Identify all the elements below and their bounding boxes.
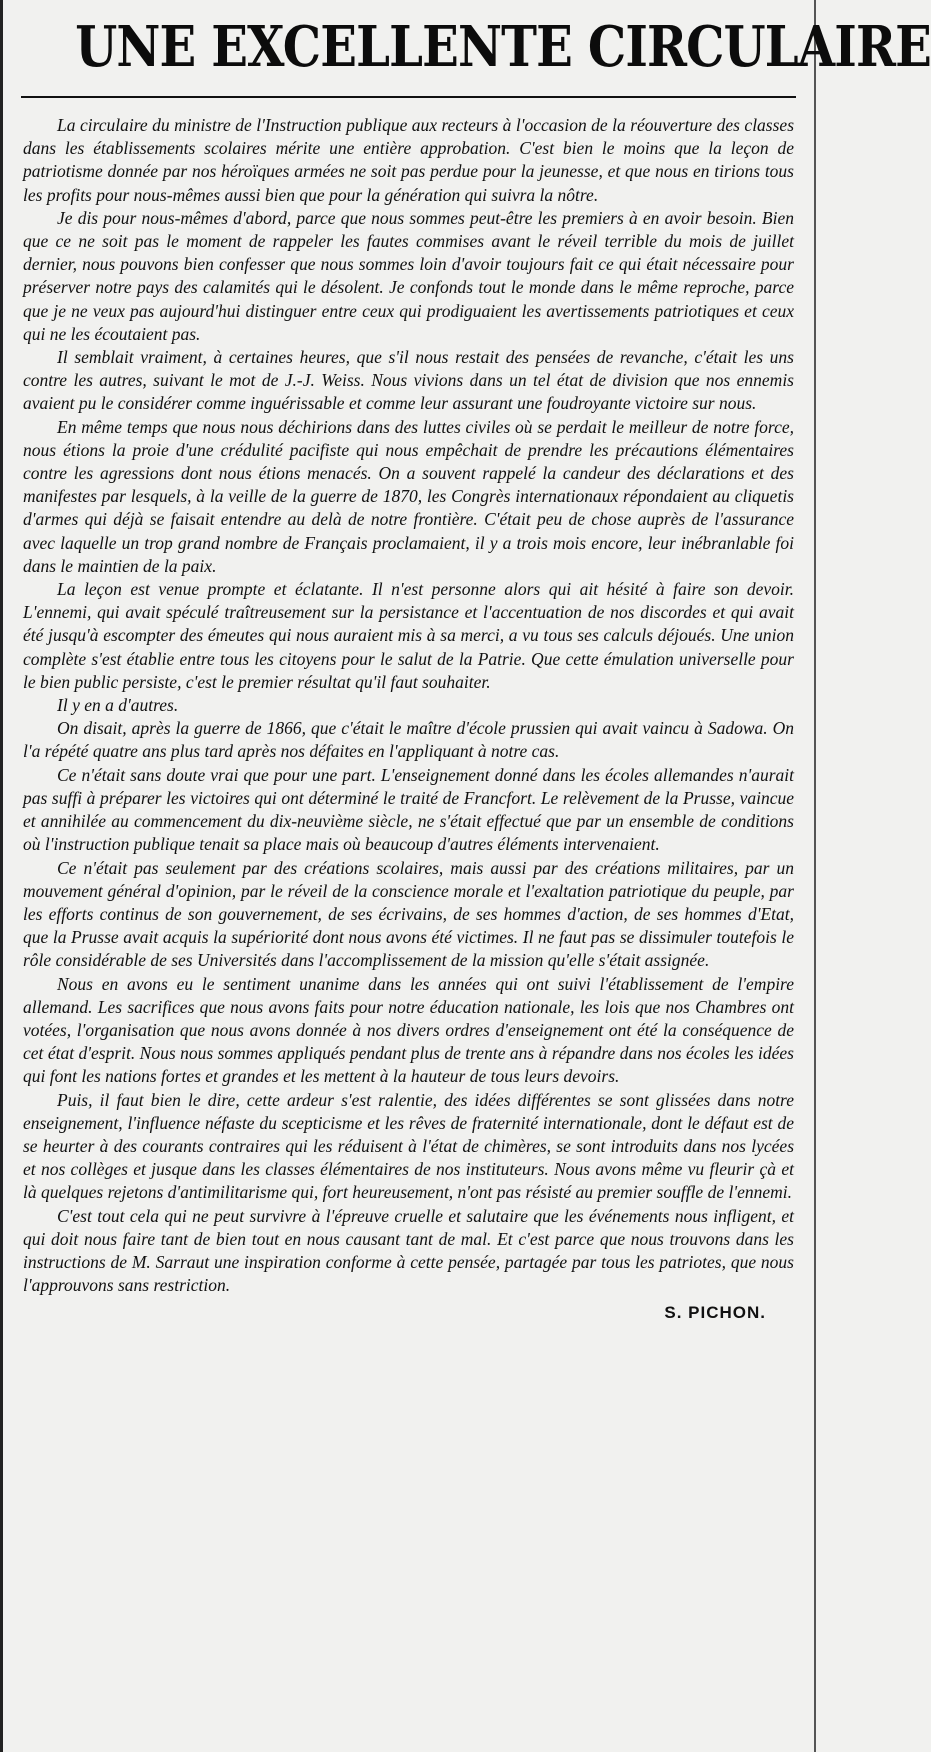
article-paragraph: Ce n'était pas seulement par des créations scolaires, mais aussi par des créations militaires, par un mouvement général d'opinion, par le réveil de la conscience morale et l'exaltation patriotique du peuple, par les efforts continus de son gouvernement, de ses écrivains, de ses hommes d'action, de ses hommes d'Etat, que la Prusse avait acquis la supériorité dont nous avons été victimes. Il ne faut pas se dissimuler toutefois le rôle considérable de ses Universités dans l'accomplissement de la mission qu'elle s'était assignée. bbox=[23, 857, 794, 971]
article-paragraph: La circulaire du ministre de l'Instruction publique aux recteurs à l'occasion de la réouverture des classes dans les établissements scolaires mérite une entière approbation. C'est bien le moins que la leçon de patriotisme donnée par nos héroïques armées ne soit pas perdue pour la jeunesse, et que nous en tirions tous les profits pour nous-mêmes aussi bien que pour la génération qui suivra la nôtre. bbox=[23, 115, 794, 205]
article-paragraph: Je dis pour nous-mêmes d'abord, parce que nous sommes peut-être les premiers à en avoir besoin. Bien que ce ne soit pas le moment de rappeler les fautes commises avant le réveil terrible du mois de juillet dernier, nous pouvons bien confesser que nous sommes loin d'avoir toujours fait ce qui était nécessaire pour préserver notre pays des calamités qui le désolent. Je confonds tout le monde dans le même reproche, parce que je ne veux pas aujourd'hui distinguer entre ceux qui prodiguaient les avertissements patriotiques et ceux qui ne les écoutaient pas. bbox=[23, 207, 794, 344]
article-paragraph: Puis, il faut bien le dire, cette ardeur s'est ralentie, des idées différentes se sont glissées dans notre enseignement, l'influence néfaste du scepticisme et les rêves de fraternité internationale, dont le défaut est de se heurter à des courants contraires qui les réduisent à l'état de chimères, se sont introduits dans nos lycées et nos collèges et jusque dans les classes élémentaires de nos instituteurs. Nous avons même vu fleurir çà et là quelques rejetons d'antimilitarisme qui, fort heureusement, n'ont pas résisté au premier souffle de l'ennemi. bbox=[23, 1089, 794, 1203]
article-paragraph: Il semblait vraiment, à certaines heures, que s'il nous restait des pensées de revanche, c'était les uns contre les autres, suivant le mot de J.-J. Weiss. Nous vivions dans un tel état de division que nos ennemis avaient pu le considérer comme inguérissable et comme leur assurant une foudroyante victoire sur nous. bbox=[23, 347, 794, 414]
article-headline: UNE EXCELLENTE CIRCULAIRE bbox=[75, 14, 931, 80]
article-paragraph: C'est tout cela qui ne peut survivre à l'épreuve cruelle et salutaire que les événements nous infligent, et qui doit nous faire tant de bien tout en nous causant tant de mal. Et c'est parce que nous trouvons dans les instructions de M. Sarraut une inspiration conforme à cette pensée, partagée par tous les patriotes, que nous l'approuvons sans restriction. bbox=[23, 1205, 794, 1296]
article-paragraph: Il y en a d'autres. bbox=[57, 695, 179, 716]
article-paragraph: Ce n'était sans doute vrai que pour une part. L'enseignement donné dans les écoles allemandes n'aurait pas suffi à préparer les victoires qui ont déterminé le traité de Francfort. Le relèvement de la Prusse, vaincue et annihilée au commencement du dix-neuvième siècle, ne s'était effectué que par un ensemble de conditions où l'instruction publique tenait sa place mais où beaucoup d'autres éléments intervenaient. bbox=[23, 764, 794, 855]
article-paragraph: Nous en avons eu le sentiment unanime dans les années qui ont suivi l'établissement de l'empire allemand. Les sacrifices que nous avons faits pour notre éducation nationale, les lois que nos Chambres ont votées, l'organisation que nous avons donnée à nos divers ordres d'enseignement ont été la conséquence de cet état d'esprit. Nous nous sommes appliqués pendant plus de trente ans à répandre dans nos écoles les idées qui font les nations fortes et grandes et les mettent à la hauteur de tous leurs devoirs. bbox=[23, 973, 794, 1087]
article-body bbox=[21, 114, 796, 1297]
headline-divider bbox=[21, 96, 796, 98]
article-paragraph: La leçon est venue prompte et éclatante. Il n'est personne alors qui ait hésité à faire son devoir. L'ennemi, qui avait spéculé traîtreusement sur la persistance et l'accentuation de nos discordes et qui avait été jusqu'à escompter des émeutes qui nous auraient mis à sa merci, a vu tous ses calculs déjoués. Une union complète s'est établie entre tous les citoyens pour le salut de la Patrie. Que cette émulation universelle pour le bien public persiste, c'est le premier résultat qu'il faut souhaiter. bbox=[23, 579, 794, 692]
article-paragraph: On disait, après la guerre de 1866, que c'était le maître d'école prussien qui avait vaincu à Sadowa. On l'a répété quatre ans plus tard après nos défaites en l'appliquant à notre cas. bbox=[23, 718, 794, 762]
article-paragraph: En même temps que nous nous déchirions dans des luttes civiles où se perdait le meilleur de notre force, nous étions la proie d'une crédulité pacifiste qui nous empêchait de prendre les précautions élémentaires contre les agressions dont nous étions menacés. On a souvent rappelé la candeur des déclarations et des manifestes par lesquels, à la veille de la guerre de 1870, les Congrès internationaux répondaient au cliquetis d'armes qui déjà se faisait entendre au delà de notre frontière. C'était peu de chose auprès de l'assurance avec laquelle un trop grand nombre de Français proclamaient, il y a trois mois encore, leur inébranlable foi dans le maintien de la paix. bbox=[23, 416, 794, 576]
author-signature: S. PICHON. bbox=[664, 1303, 766, 1323]
